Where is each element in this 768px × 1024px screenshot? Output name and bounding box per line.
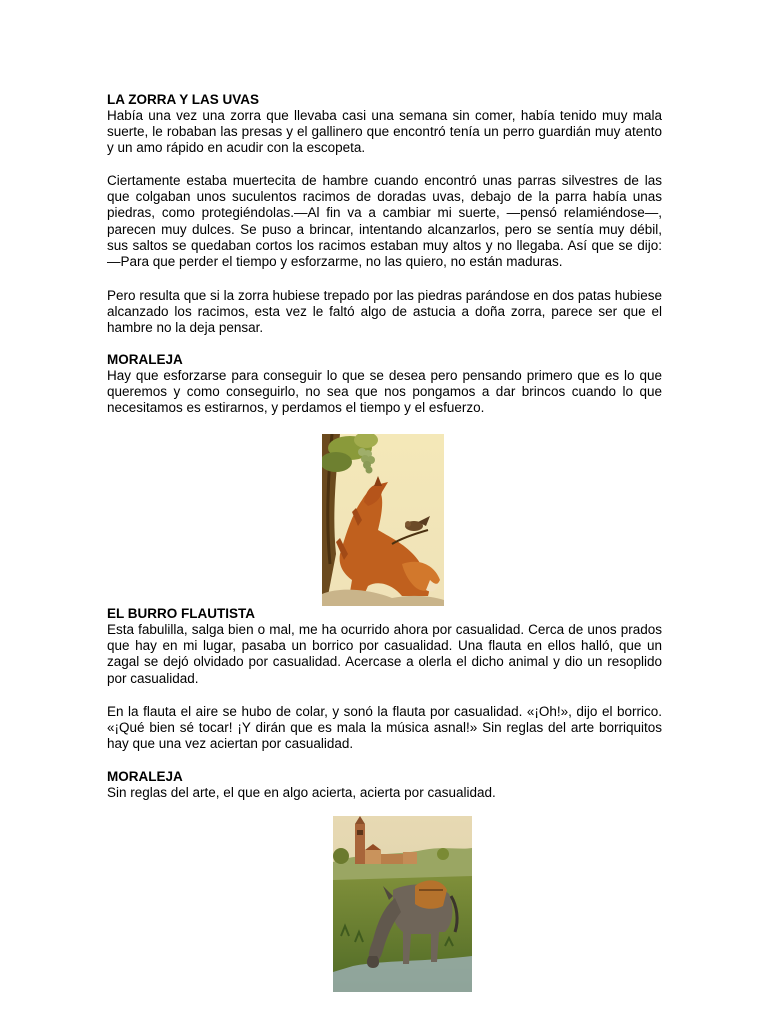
fable-1-title: LA ZORRA Y LAS UVAS [107, 92, 260, 107]
fable-2-paragraph-2-block [107, 704, 662, 753]
fable-2-moral-block [107, 769, 662, 801]
fable-1-paragraph-1: Había una vez una zorra que llevaba casi una semana sin comer, había tenido muy mala suerte, le robaban las presas y el gallinero que encontró tenía un perro guardián muy atento y un amo rápido en acudir con la escopeta. [107, 108, 662, 156]
fable-1-moral-heading: MORALEJA [107, 352, 183, 367]
fable-2-paragraph-1: Esta fabulilla, salga bien o mal, me ha ocurrido ahora por casualidad. Cerca de unos prados que hay en mi lugar, pasaba un borrico por casualidad. Una flauta en ellos halló, que un zagal se dejó olvidado por casualidad. Acercase a olerla el dicho animal y dio un resoplido por casualidad. [107, 622, 662, 686]
donkey-illustration [333, 816, 472, 992]
fable-1-paragraph-3: Pero resulta que si la zorra hubiese trepado por las piedras parándose en dos patas hubiese alcanzado los racimos, esta vez le faltó algo de astucia a doña zorra, parece ser que el hambre no la deja pensar. [107, 288, 662, 336]
fable-2-section [107, 606, 662, 687]
fable-1-paragraph-2-block [107, 173, 662, 270]
fable-2-title: EL BURRO FLAUTISTA [107, 606, 255, 621]
fable-2-paragraph-2: En la flauta el aire se hubo de colar, y sonó la flauta por casualidad. «¡Oh!», dijo el borrico. «¡Qué bien sé tocar! ¡Y dirán que es mala la música asnal!» Sin reglas del arte borriquitos hay que una vez aciertan por casualidad. [107, 704, 662, 752]
fable-1-moral-text: Hay que esforzarse para conseguir lo que se desea pero pensando primero que es lo que queremos y como conseguirlo, no sea que nos pongamos a dar brincos cuando lo que necesitamos es estirarnos, y perdamos el tiempo y el esfuerzo. [107, 368, 662, 416]
fable-1-paragraph-3-block [107, 288, 662, 337]
fable-1-paragraph-2: Ciertamente estaba muertecita de hambre cuando encontró unas parras silvestres de las que colgaban unos suculentos racimos de doradas uvas, debajo de la parra había unas piedras, como protegiéndolas.—Al fin va a cambiar mi suerte, —pensó relamiéndose—, parecen muy dulces. Se puso a brincar, intentando alcanzarlos, pero se sentía muy débil, sus saltos se quedaban cortos los racimos estaban muy altos y no llegaba. Así que se dijo: —Para que perder el tiempo y esforzarme, no las quiero, no están maduras. [107, 173, 662, 270]
fable-1-section [107, 92, 662, 157]
fable-1-moral-block [107, 352, 662, 417]
fox-and-grapes-illustration [322, 434, 444, 606]
fable-2-moral-heading: MORALEJA [107, 769, 183, 784]
fable-2-moral-text: Sin reglas del arte, el que en algo acierta, acierta por casualidad. [107, 785, 496, 800]
